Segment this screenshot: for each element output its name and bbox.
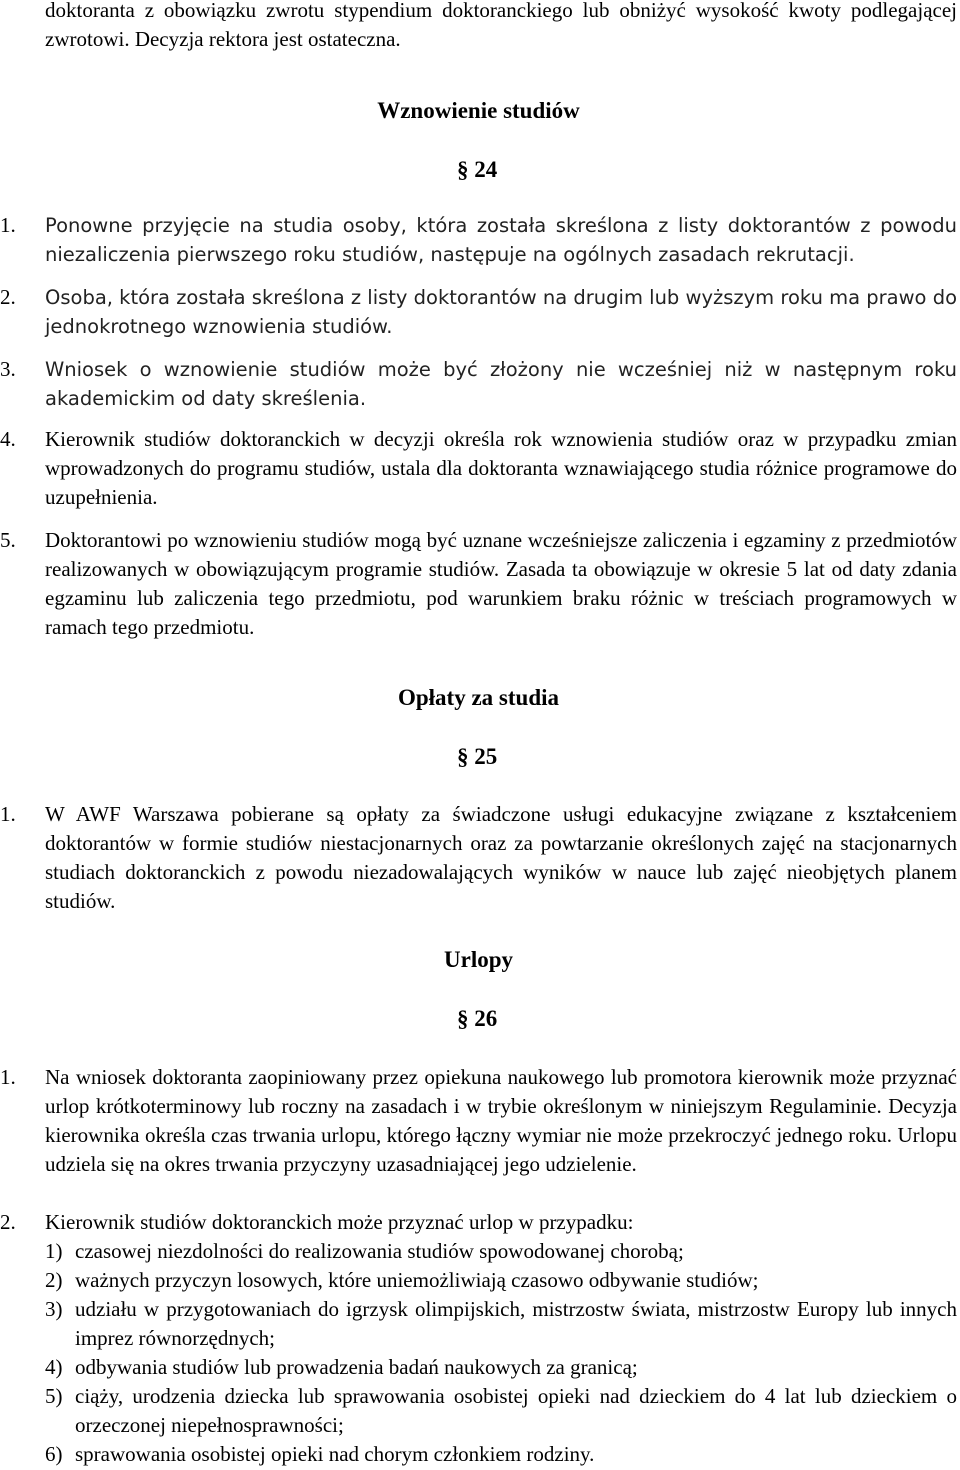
item-number: 1. bbox=[0, 1065, 16, 1089]
list-item bbox=[0, 526, 957, 642]
list-item bbox=[0, 211, 957, 269]
sub-list-item bbox=[45, 1295, 957, 1353]
sub-item-text: udziału w przygotowaniach do igrzysk olimpijskich, mistrzostw świata, mistrzostw Europy lub innych imprez równorzędnych; bbox=[75, 1297, 957, 1350]
sub-list-item bbox=[45, 1266, 957, 1295]
item-text: Kierownik studiów doktoranckich może przyznać urlop w przypadku: bbox=[45, 1210, 634, 1234]
item-number: 2. bbox=[0, 1210, 16, 1234]
sub-item-text: ciąży, urodzenia dziecka lub sprawowania osobistej opieki nad dzieckiem do 4 lat lub dzieckiem o orzeczonej niepełnosprawności; bbox=[75, 1384, 957, 1437]
item-number: 3. bbox=[0, 357, 16, 381]
sub-item-text: sprawowania osobistej opieki nad chorym członkiem rodziny. bbox=[75, 1442, 595, 1466]
sub-list-item bbox=[45, 1440, 957, 1469]
item-text: W AWF Warszawa pobierane są opłaty za świadczone usługi edukacyjne związane z kształceniem doktorantów w formie studiów niestacjonarnych oraz za powtarzanie określonych zajęć na stacjonarnych studiach doktoranckich z powodu niezadowalających wyników w nauce lub zajęć nieobjętych planem studiów. bbox=[45, 802, 957, 913]
item-number: 1. bbox=[0, 213, 16, 237]
section-number-26: § 26 bbox=[457, 1006, 498, 1031]
list-item bbox=[0, 425, 957, 512]
list-item bbox=[0, 355, 957, 413]
intro-paragraph: doktoranta z obowiązku zwrotu stypendium doktoranckiego lub obniżyć wysokość kwoty podlegającej zwrotowi. Decyzja rektora jest ostateczna. bbox=[45, 0, 957, 51]
sub-item-text: ważnych przyczyn losowych, które uniemożliwiają czasowo odbywanie studiów; bbox=[75, 1268, 759, 1292]
sub-list-item bbox=[45, 1353, 957, 1382]
item-number: 1. bbox=[0, 802, 16, 826]
sub-item-text: odbywania studiów lub prowadzenia badań naukowych za granicą; bbox=[75, 1355, 638, 1379]
sub-item-number: 6) bbox=[45, 1442, 63, 1466]
sub-item-number: 3) bbox=[45, 1297, 63, 1321]
item-text: Na wniosek doktoranta zaopiniowany przez opiekuna naukowego lub promotora kierownik może przyznać urlop krótkoterminowy lub roczny na zasadach i w trybie określonym w niniejszym Regulaminie. Decyzja kierownika określa czas trwania urlopu, którego łączny wymiar nie może przekroczyć jednego roku. Urlopu udziela się na okres trwania przyczyny uzasadniającej jego udzielenie. bbox=[45, 1065, 957, 1176]
section-number-25: § 25 bbox=[457, 744, 498, 769]
item-number: 5. bbox=[0, 528, 16, 552]
section-number-24: § 24 bbox=[457, 157, 498, 182]
sub-item-number: 4) bbox=[45, 1355, 63, 1379]
sub-list-item bbox=[45, 1382, 957, 1440]
section-heading-wznowienie: Wznowienie studiów bbox=[377, 98, 580, 123]
list-item bbox=[0, 1063, 957, 1179]
list-item bbox=[0, 800, 957, 916]
section-heading-oplaty: Opłaty za studia bbox=[397, 685, 560, 710]
item-text: Ponowne przyjęcie na studia osoby, która została skreślona z listy doktorantów z powodu niezaliczenia pierwszego roku studiów, następuje na ogólnych zasadach rekrutacji. bbox=[45, 214, 957, 266]
item-text: Wniosek o wznowienie studiów może być złożony nie wcześniej niż w następnym roku akademickim od daty skreślenia. bbox=[45, 358, 957, 410]
section-heading-urlopy: Urlopy bbox=[444, 947, 513, 972]
sub-item-number: 5) bbox=[45, 1384, 63, 1408]
list-item bbox=[0, 1208, 957, 1237]
list-item bbox=[0, 283, 957, 341]
sub-item-text: czasowej niezdolności do realizowania studiów spowodowanej chorobą; bbox=[75, 1239, 684, 1263]
item-number: 4. bbox=[0, 427, 16, 451]
item-text: Osoba, która została skreślona z listy doktorantów na drugim lub wyższym roku ma prawo do jednokrotnego wznowienia studiów. bbox=[45, 286, 957, 338]
sub-item-number: 1) bbox=[45, 1239, 63, 1263]
sub-item-number: 2) bbox=[45, 1268, 63, 1292]
item-number: 2. bbox=[0, 285, 16, 309]
item-text: Doktorantowi po wznowieniu studiów mogą być uznane wcześniejsze zaliczenia i egzaminy z przedmiotów realizowanych w obowiązującym programie studiów. Zasada ta obowiązuje w okresie 5 lat od daty zdania egzaminu lub zaliczenia tego przedmiotu, pod warunkiem braku różnic w treściach programowych w ramach tego przedmiotu. bbox=[45, 528, 957, 639]
item-text: Kierownik studiów doktoranckich w decyzji określa rok wznowienia studiów oraz w przypadku zmian wprowadzonych do programu studiów, ustala dla doktoranta wznawiającego studia różnice programowe do uzupełnienia. bbox=[45, 427, 957, 509]
sub-list-item bbox=[45, 1237, 957, 1266]
